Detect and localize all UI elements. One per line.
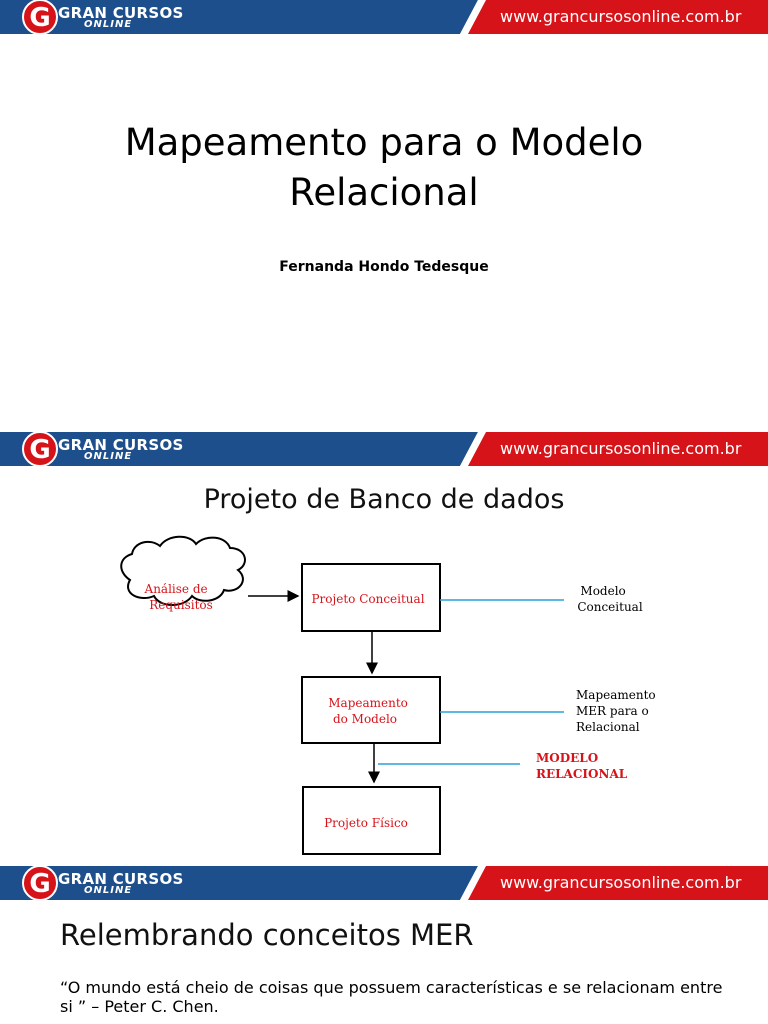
note-mapeamento-line-3: Relacional [576, 720, 640, 734]
svg-text:MODELO RELACIONAL [536, 751, 628, 781]
slide-2 [0, 432, 768, 866]
note-modelo-conceitual-line-2: Conceitual [577, 600, 643, 614]
slide-title [0, 118, 768, 218]
svg-text:G: G [29, 869, 51, 899]
cloud-label-line-2: Requisitos [149, 598, 213, 612]
brand-subname: ONLINE [84, 451, 133, 462]
note-mapeamento-line-2: MER para o [576, 704, 649, 718]
box-mapeamento-line-1: Mapeamento [328, 696, 408, 710]
header-banner [0, 0, 768, 34]
database-design-diagram [0, 432, 768, 866]
box-mapeamento [302, 677, 440, 743]
author-name: Fernanda Hondo Tedesque [279, 259, 489, 275]
header-banner [0, 866, 768, 900]
note-mapeamento-line-1: Mapeamento [576, 688, 656, 702]
gran-logo-icon [23, 866, 57, 900]
svg-text:Mapeamento MER para o [576, 688, 659, 734]
title-line-1: Mapeamento para o Modelo [124, 121, 644, 164]
svg-text:G: G [29, 435, 51, 465]
site-url: www.grancursosonline.com.br [500, 7, 742, 26]
box-projeto-fisico-label: Projeto Físico [324, 816, 408, 830]
slide-3 [0, 866, 768, 1024]
note-modelo-relacional-line-1: MODELO [536, 751, 599, 765]
note-modelo-conceitual-line-1: Modelo [580, 584, 626, 598]
brand-name: GRAN CURSOS [58, 436, 184, 454]
gran-logo-icon [23, 0, 57, 34]
brand-subname: ONLINE [84, 19, 133, 30]
box-mapeamento-line-2: do Modelo [332, 712, 398, 726]
note-modelo-relacional-line-2: RELACIONAL [536, 767, 628, 781]
brand-subname: ONLINE [84, 885, 133, 896]
title-line-2: Relacional [289, 171, 479, 214]
brand-name: GRAN CURSOS [58, 4, 184, 22]
site-url: www.grancursosonline.com.br [500, 873, 742, 892]
slide-title: Projeto de Banco de dados [203, 484, 565, 515]
box-projeto-conceitual-label: Projeto Conceitual [311, 592, 425, 606]
site-url: www.grancursosonline.com.br [500, 439, 742, 458]
quote-text: “O mundo está cheio de coisas que possuem características e se relacionam entre si ” – Peter C. Chen. [60, 978, 723, 1016]
svg-text:G: G [29, 3, 51, 33]
svg-text:Modelo Conceitual [577, 584, 643, 614]
brand-name: GRAN CURSOS [58, 870, 184, 888]
slide-title: Relembrando conceitos MER [60, 918, 474, 952]
cloud-label-line-1: Análise de [144, 582, 208, 596]
slide-1 [0, 0, 768, 432]
